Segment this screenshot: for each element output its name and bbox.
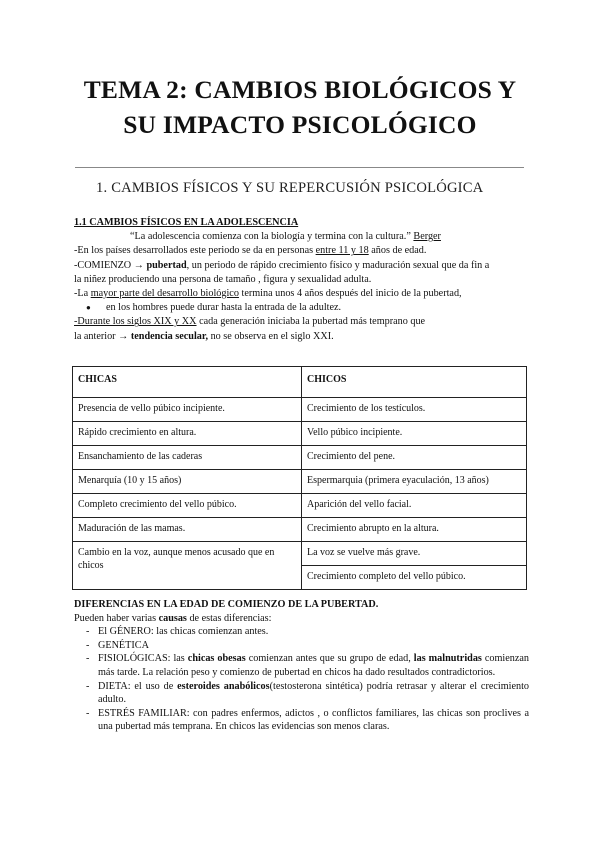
- table-cell: Cambio en la voz, aunque menos acusado que en chicos: [73, 542, 302, 590]
- dash-icon: -: [86, 639, 90, 651]
- list-item: [74, 639, 529, 653]
- item-fisio-bold2: las malnutridas: [413, 653, 482, 665]
- para2-tail: , un periodo de rápido crecimiento físico y maduración sexual que da fin a: [186, 259, 490, 271]
- table-header-row: [73, 367, 527, 398]
- para3-underlined: mayor parte del desarrollo biológico: [90, 288, 239, 300]
- para2-text: -COMIENZO →: [74, 259, 147, 271]
- para1-underlined: entre 11 y 18: [315, 245, 369, 257]
- document-title: [60, 72, 540, 142]
- dash-icon: -: [86, 653, 90, 665]
- quote-line: [74, 230, 529, 244]
- header-chicas: CHICAS: [73, 367, 302, 398]
- item-fisio-bold1: chicas obesas: [187, 653, 246, 665]
- title-line-2: SU IMPACTO PSICOLÓGICO: [123, 110, 477, 139]
- differences-section: [74, 598, 529, 734]
- paragraph-siglos-cont: [74, 330, 529, 344]
- item-estres: ESTRÉS FAMILIAR: con padres enfermos, adictos , o conflictos familiares, las chicas son proclives a una pubertad más temprana. En chicos las evidencias son menos claras.: [98, 707, 529, 733]
- table-cell: La voz se vuelve más grave.: [302, 542, 527, 566]
- para2-bold: pubertad: [146, 259, 187, 271]
- bullet-dot-icon: ●: [86, 303, 91, 313]
- para4-tail: no se observa en el siglo XXI.: [208, 330, 334, 342]
- list-item: [74, 652, 529, 679]
- paragraph-siglos: [74, 315, 529, 329]
- table-row: [73, 422, 527, 446]
- table-cell: Maduración de las mamas.: [73, 518, 302, 542]
- intro-text-b: de estas diferencias:: [186, 612, 272, 624]
- table-row: [73, 446, 527, 470]
- list-item: [74, 680, 529, 707]
- table-cell: Espermarquia (primera eyaculación, 13 años): [302, 470, 527, 494]
- table-cell: Vello púbico incipiente.: [302, 422, 527, 446]
- item-dieta-bold: esteroides anabólicos: [177, 680, 270, 692]
- para4-text-2: la anterior →: [74, 330, 131, 342]
- section-heading: 1. CAMBIOS FÍSICOS Y SU REPERCUSIÓN PSICOLÓGICA: [96, 180, 484, 196]
- intro-bold: causas: [158, 612, 187, 624]
- table-cell: Menarquía (10 y 15 años): [73, 470, 302, 494]
- paragraph-desarrollo: [74, 287, 529, 301]
- causes-list: [74, 625, 529, 734]
- table-cell: Presencia de vello púbico incipiente.: [73, 398, 302, 422]
- intro-text: [74, 216, 529, 344]
- para4-bold: tendencia secular,: [130, 330, 209, 342]
- item-genetica: GENÉTICA: [98, 639, 149, 651]
- para3-tail: termina unos 4 años después del inicio de la pubertad,: [238, 288, 462, 300]
- table-cell: Aparición del vello facial.: [302, 494, 527, 518]
- list-item: [74, 707, 529, 734]
- item-genero: El GÉNERO: las chicas comienzan antes.: [98, 626, 269, 638]
- item-dieta-a: DIETA: el uso de: [98, 680, 178, 692]
- para3-text: -La: [74, 288, 91, 300]
- title-line-1: TEMA 2: CAMBIOS BIOLÓGICOS Y: [83, 75, 517, 104]
- dash-icon: -: [86, 680, 90, 692]
- quote-author: Berger: [413, 231, 441, 243]
- item-fisio-c: comienzan más tarde. La relación peso y comienzo de pubertad en chicos ha dado resultados contradictorios.: [98, 653, 530, 678]
- title-divider: [75, 167, 524, 168]
- table-cell: Crecimiento completo del vello púbico.: [302, 566, 527, 590]
- para1-text: -En los países desarrollados este periodo se da en personas: [74, 245, 316, 257]
- table-cell: Rápido crecimiento en altura.: [73, 422, 302, 446]
- dash-icon: -: [86, 626, 90, 638]
- table-row: [73, 518, 527, 542]
- bullet-text: en los hombres puede durar hasta la entrada de la adultez.: [106, 302, 342, 314]
- table-cell: Crecimiento de los testículos.: [302, 398, 527, 422]
- table-cell: Crecimiento abrupto en la altura.: [302, 518, 527, 542]
- list-item: [74, 625, 529, 639]
- paragraph-age: [74, 244, 529, 258]
- paragraph-comienzo-cont: la niñez produciendo una persona de tamaño , figura y sexualidad adulta.: [74, 273, 372, 285]
- table-cell: Ensanchamiento de las caderas: [73, 446, 302, 470]
- para4-underlined: -Durante los siglos XIX y XX: [74, 316, 197, 328]
- item-fisio-b: comienzan antes que su grupo de edad,: [245, 653, 414, 665]
- subsection-heading: 1.1 CAMBIOS FÍSICOS EN LA ADOLESCENCIA: [74, 217, 299, 228]
- table-row: [73, 470, 527, 494]
- paragraph-comienzo: [74, 259, 529, 273]
- header-chicos: CHICOS: [302, 367, 527, 398]
- table-row: [73, 494, 527, 518]
- puberty-changes-table: [72, 366, 527, 590]
- differences-heading: DIFERENCIAS EN LA EDAD DE COMIENZO DE LA PUBERTAD.: [74, 599, 379, 610]
- item-fisio-a: FISIOLÓGICAS: las: [98, 653, 188, 665]
- table-cell: Completo crecimiento del vello púbico.: [73, 494, 302, 518]
- dash-icon: -: [86, 707, 90, 719]
- intro-text-a: Pueden haber varias: [74, 612, 159, 624]
- differences-intro: [74, 612, 529, 626]
- quote-text: “La adolescencia comienza con la biología y termina con la cultura.”: [130, 231, 414, 243]
- para4-text: cada generación iniciaba la pubertad más temprano que: [196, 316, 426, 328]
- bullet-item: [74, 301, 529, 315]
- table-row: [73, 398, 527, 422]
- para1-tail: años de edad.: [368, 245, 427, 257]
- table-row: [73, 542, 527, 566]
- item-dieta-b: (testosterona sintética) podría retrasar y alterar el crecimiento adulto.: [98, 680, 530, 706]
- table-cell: Crecimiento del pene.: [302, 446, 527, 470]
